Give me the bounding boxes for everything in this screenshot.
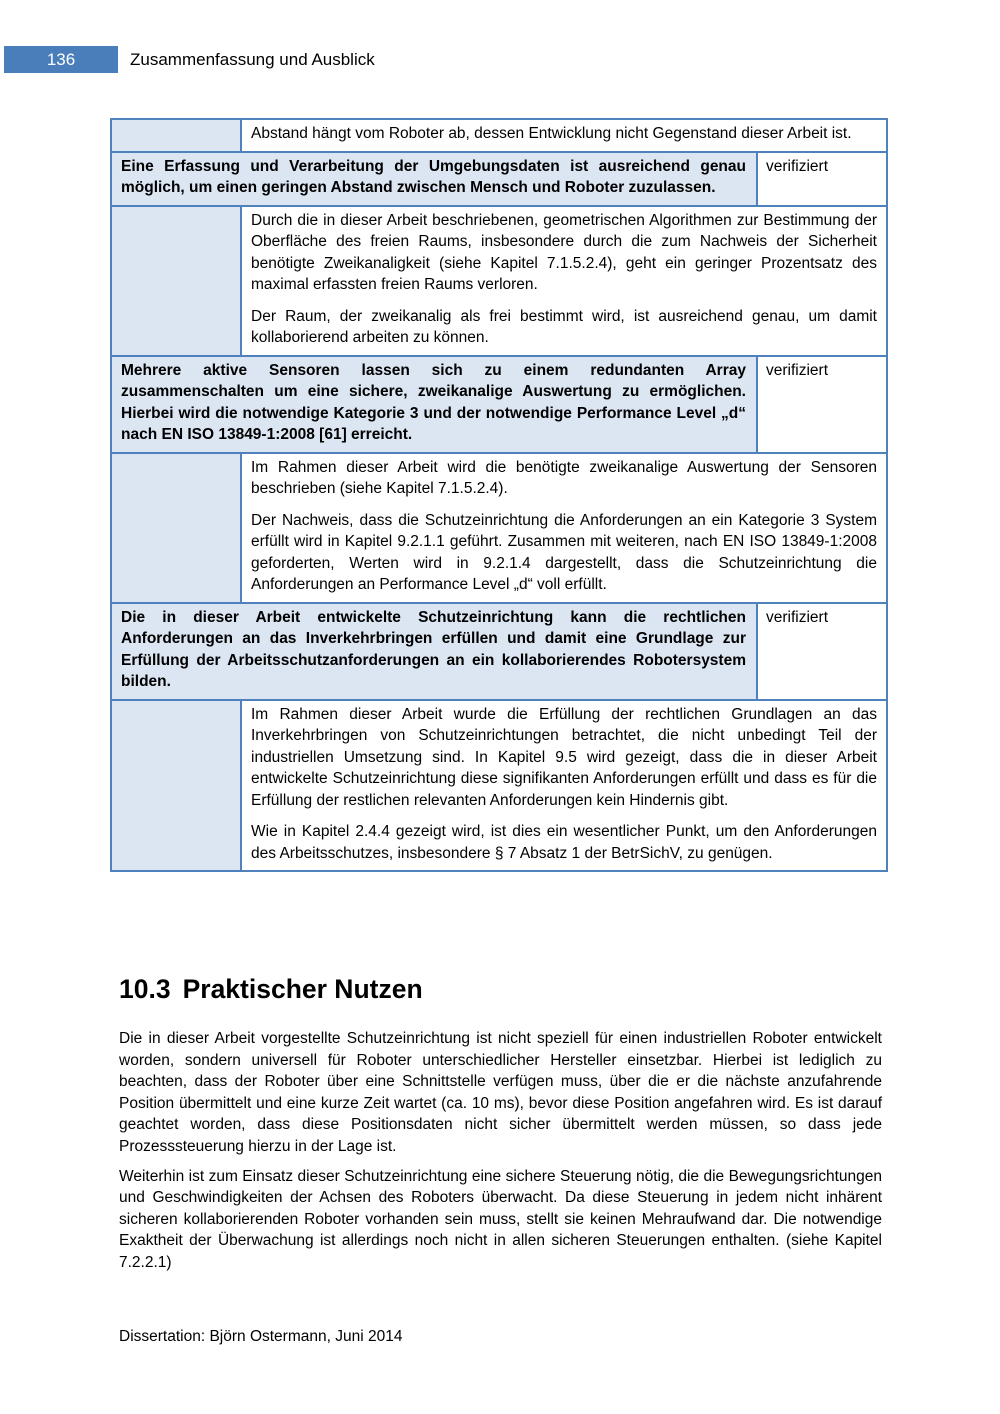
claim-cell	[111, 603, 757, 700]
section-title: Praktischer Nutzen	[182, 974, 423, 1004]
spacer-cell	[111, 119, 241, 152]
explanation-paragraph: Im Rahmen dieser Arbeit wird die benötigte zweikanalige Auswertung der Sensoren beschrieben (siehe Kapitel 7.1.5.2.4).	[251, 458, 877, 497]
explanation-paragraph: Wie in Kapitel 2.4.4 gezeigt wird, ist dies ein wesentlicher Punkt, um den Anforderungen des Arbeitsschutzes, insbesondere § 7 Absatz 1 der BetrSichV, zu genügen.	[251, 823, 877, 862]
explanation-paragraph: Der Raum, der zweikanalig als frei bestimmt wird, ist ausreichend genau, um damit kollaborierend arbeiten zu können.	[251, 307, 877, 346]
table-row	[111, 119, 887, 152]
status-cell: verifiziert	[757, 152, 887, 206]
verification-results-table	[110, 118, 888, 872]
explanation-cell	[241, 700, 887, 872]
status-cell: verifiziert	[757, 356, 887, 453]
claim-text: Mehrere aktive Sensoren lassen sich zu einem redundanten Array zusammenschalten um eine sichere, zweikanalige Auswertung zu ermöglichen. Hierbei wird die notwendige Kategorie 3 und der notwendige Performance Level „d“ nach EN ISO 13849-1:2008 [61] erreicht.	[121, 361, 746, 443]
table-row	[111, 356, 887, 453]
spacer-cell	[111, 700, 241, 872]
claim-text: Eine Erfassung und Verarbeitung der Umgebungsdaten ist ausreichend genau möglich, um einen geringen Abstand zwischen Mensch und Roboter zuzulassen.	[121, 157, 746, 196]
chapter-header: Zusammenfassung und Ausblick	[130, 50, 375, 69]
spacer-cell	[111, 453, 241, 603]
claim-cell	[111, 356, 757, 453]
body-paragraph: Weiterhin ist zum Einsatz dieser Schutzeinrichtung eine sichere Steuerung nötig, die die Bewegungsrichtungen und Geschwindigkeiten der Achsen des Roboters überwacht. Da diese Steuerung in jedem nicht inhärent sicheren kollaborierenden Roboter vorhanden sein muss, stellt sie keinen Mehraufwand dar. Die notwendige Exaktheit der Überwachung ist allerdings noch nicht in allen sicheren Steuerungen enthalten. (siehe Kapitel 7.2.2.1)	[119, 1167, 882, 1271]
explanation-cell	[241, 206, 887, 356]
footer-note: Dissertation: Björn Ostermann, Juni 2014	[119, 1328, 403, 1345]
explanation-paragraph: Abstand hängt vom Roboter ab, dessen Entwicklung nicht Gegenstand dieser Arbeit ist.	[251, 125, 852, 142]
spacer-cell	[111, 206, 241, 356]
section-heading	[119, 973, 423, 1005]
body-text	[119, 1028, 882, 1282]
claim-cell	[111, 152, 757, 206]
table-row	[111, 152, 887, 206]
claim-text: Die in dieser Arbeit entwickelte Schutzeinrichtung kann die rechtlichen Anforderungen an das Inverkehrbringen erfüllen und damit eine Grundlage zur Erfüllung der Arbeitsschutzanforderungen an ein kollaborierendes Robotersystem bilden.	[121, 608, 746, 690]
explanation-paragraph: Durch die in dieser Arbeit beschriebenen, geometrischen Algorithmen zur Bestimmung der Oberfläche des freien Raums, insbesondere durch die zum Nachweis der Sicherheit benötigte Zweikanaligkeit (siehe Kapitel 7.1.5.2.4), geht ein geringer Prozentsatz des maximal erfassten freien Raums verloren.	[251, 211, 877, 293]
table-row	[111, 453, 887, 603]
table-row	[111, 603, 887, 700]
explanation-cell	[241, 119, 887, 152]
explanation-paragraph: Im Rahmen dieser Arbeit wurde die Erfüllung der rechtlichen Grundlagen an das Inverkehrbringen von Schutzeinrichtungen betrachtet, die nicht unbedingt Teil der industriellen Umsetzung sind. In Kapitel 9.5 wird gezeigt, dass die in dieser Arbeit entwickelte Schutzeinrichtung diese signifikanten Anforderungen erfüllt und dass es für die Erfüllung der restlichen relevanten Anforderungen kein Hindernis gibt.	[251, 705, 877, 809]
explanation-paragraph: Der Nachweis, dass die Schutzeinrichtung die Anforderungen an ein Kategorie 3 System erfüllt wird in Kapitel 9.2.1.1 geführt. Zusammen mit weiteren, nach EN ISO 13849-1:2008 geforderten, Werten wird in 9.2.1.4 dargestellt, dass die Schutzeinrichtung die Anforderungen an Performance Level „d“ voll erfüllt.	[251, 511, 877, 593]
section-number: 10.3	[119, 974, 171, 1004]
explanation-cell	[241, 453, 887, 603]
table-row	[111, 700, 887, 872]
page-number-badge: 136	[4, 46, 118, 73]
table-row	[111, 206, 887, 356]
body-paragraph: Die in dieser Arbeit vorgestellte Schutzeinrichtung ist nicht speziell für einen industriellen Roboter entwickelt worden, sondern universell für Roboter unterschiedlicher Hersteller einsetzbar. Hierbei ist lediglich zu beachten, dass der Roboter über eine Schnittstelle verfügen muss, über die er die nächste anzufahrende Position übermittelt und eine kurze Zeit wartet (ca. 10 ms), bevor diese Position angefahren wird. Es ist darauf geachtet worden, dass diese Positionsdaten nicht sicher übermittelt werden müssen, so dass jede Prozesssteuerung hierzu in der Lage ist.	[119, 1030, 882, 1155]
status-cell: verifiziert	[757, 603, 887, 700]
